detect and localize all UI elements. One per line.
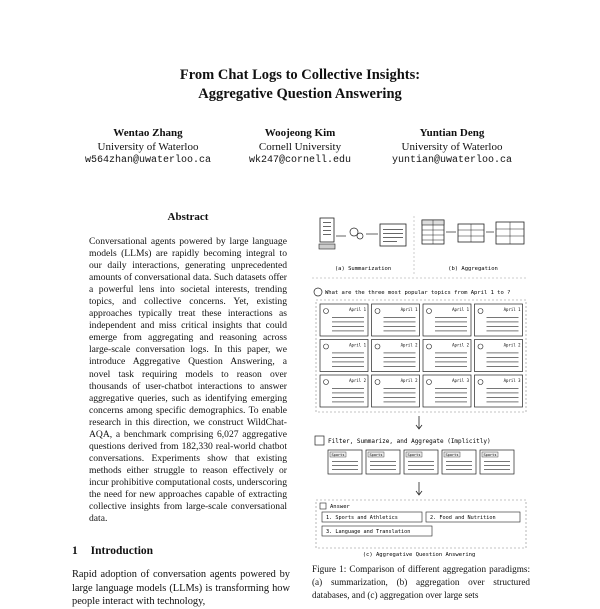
filtered-card-tag: Sports xyxy=(483,453,497,457)
answer-item-2: 2. Food and Nutrition xyxy=(430,515,496,521)
filtered-card-tag: Sports xyxy=(369,453,383,457)
conversation-card xyxy=(475,304,523,336)
author-block-3 xyxy=(372,126,532,168)
filtered-card xyxy=(442,450,476,474)
filtered-card-tag: Sports xyxy=(331,453,345,457)
author-affiliation: Cornell University xyxy=(258,141,342,153)
author-name: Wentao Zhang xyxy=(113,127,183,139)
card-date-tag: April 1 xyxy=(349,342,366,348)
panel-a-label: (a) Summarization xyxy=(334,266,392,272)
answer-item-3: 3. Language and Translation xyxy=(326,529,411,535)
conversation-card xyxy=(372,340,420,372)
author-block-2 xyxy=(220,126,380,168)
card-date-tag: April 1 xyxy=(349,307,366,312)
card-date-tag: April 3 xyxy=(503,378,521,383)
card-date-tag: April 2 xyxy=(452,342,469,348)
arrow-down-icon xyxy=(416,482,422,495)
arrow-down-icon xyxy=(416,416,422,429)
card-date-tag: April 2 xyxy=(503,342,521,348)
card-date-tag: April 2 xyxy=(400,342,418,348)
filter-icon xyxy=(315,436,324,445)
card-date-tag: April 1 xyxy=(400,307,418,312)
author-email[interactable]: w564zhan@uwaterloo.ca xyxy=(84,155,212,166)
conversation-grid xyxy=(316,300,526,412)
author-email[interactable]: yuntian@uwaterloo.ca xyxy=(391,155,513,166)
section-title: Introduction xyxy=(90,545,154,557)
author-email[interactable]: wk247@cornell.edu xyxy=(248,155,352,166)
conversation-card xyxy=(475,340,523,372)
card-date-tag: April 3 xyxy=(452,378,469,383)
conversation-card xyxy=(320,304,368,336)
intro-text: Rapid adoption of conversation agents powered by large language models (LLMs) is transforming how people interact with technology, xyxy=(72,569,290,607)
panel-c-label: (c) Aggregative Question Answering xyxy=(362,552,476,558)
abstract-text: Conversational agents powered by large language models (LLMs) are rapidly becoming integral to our daily interactions, generating unprecedented amounts of conversational data. Such datasets offer a powerful lens into societal interests, trending topics, and collective concerns. Yet, existing approaches typically treat these interactions as independent and miss critical insights that could emerge from aggregating and reasoning across large-scale conversation logs. In this paper, we introduce Aggregative Question Answering, a novel task requiring models to reason over thousands of user-chatbot interactions to answer aggregative queries, such as identifying emerging concerns among specific demographics. To enable research in this direction, we construct WildChat-AQA, a benchmark comprising 6,027 aggregative questions derived from 182,330 real-world chatbot conversations. Experiments show that existing methods either struggle to reason effectively or incur prohibitive computational costs, underscoring the need for new approaches capable of extracting collective insights from large-scale conversational data. xyxy=(89,236,287,525)
author-name: Woojeong Kim xyxy=(264,127,336,139)
author-name: Yuntian Deng xyxy=(419,127,485,139)
filtered-card xyxy=(328,450,362,474)
paper-title-line-2: Aggregative Question Answering xyxy=(198,86,402,102)
filtered-card xyxy=(404,450,438,474)
answer-label: Answer xyxy=(330,504,350,510)
filtered-card xyxy=(480,450,514,474)
section-heading xyxy=(72,545,153,557)
filtered-card-tag: Sports xyxy=(445,453,459,457)
question-text: What are the three most popular topics from April 1 to ? xyxy=(325,290,511,296)
answer-item-1: 1. Sports and Athletics xyxy=(326,515,398,521)
filtered-card-tag: Sports xyxy=(407,453,421,457)
panel-a xyxy=(319,218,406,272)
panel-b-label: (b) Aggregation xyxy=(448,266,498,272)
answer-icon xyxy=(320,503,326,509)
step-text: Filter, Summarize, and Aggregate (Implicitly) xyxy=(328,438,491,445)
abstract-heading: Abstract xyxy=(167,211,209,223)
card-date-tag: April 2 xyxy=(349,378,366,383)
section-number: 1 xyxy=(72,545,78,557)
conversation-card xyxy=(423,304,471,336)
conversation-card xyxy=(423,340,471,372)
question-icon xyxy=(314,288,322,296)
figure-1 xyxy=(308,210,530,560)
conversation-card xyxy=(372,304,420,336)
conversation-card xyxy=(423,375,471,407)
conversation-card xyxy=(372,375,420,407)
conversation-card xyxy=(475,375,523,407)
author-affiliation: University of Waterloo xyxy=(401,141,503,153)
card-date-tag: April 2 xyxy=(400,378,418,383)
card-date-tag: April 1 xyxy=(452,307,469,312)
conversation-card xyxy=(320,375,368,407)
panel-b xyxy=(422,220,524,272)
author-block-1 xyxy=(68,126,228,168)
conversation-card xyxy=(320,340,368,372)
author-affiliation: University of Waterloo xyxy=(97,141,199,153)
paper-title-line-1: From Chat Logs to Collective Insights: xyxy=(179,67,421,83)
card-date-tag: April 1 xyxy=(503,307,521,312)
answer-box xyxy=(316,500,526,548)
filtered-card xyxy=(366,450,400,474)
figure-caption: Figure 1: Comparison of different aggregation paradigms: (a) summarization, (b) aggregation over structured databases, and (c) aggregation over large sets xyxy=(312,564,530,600)
